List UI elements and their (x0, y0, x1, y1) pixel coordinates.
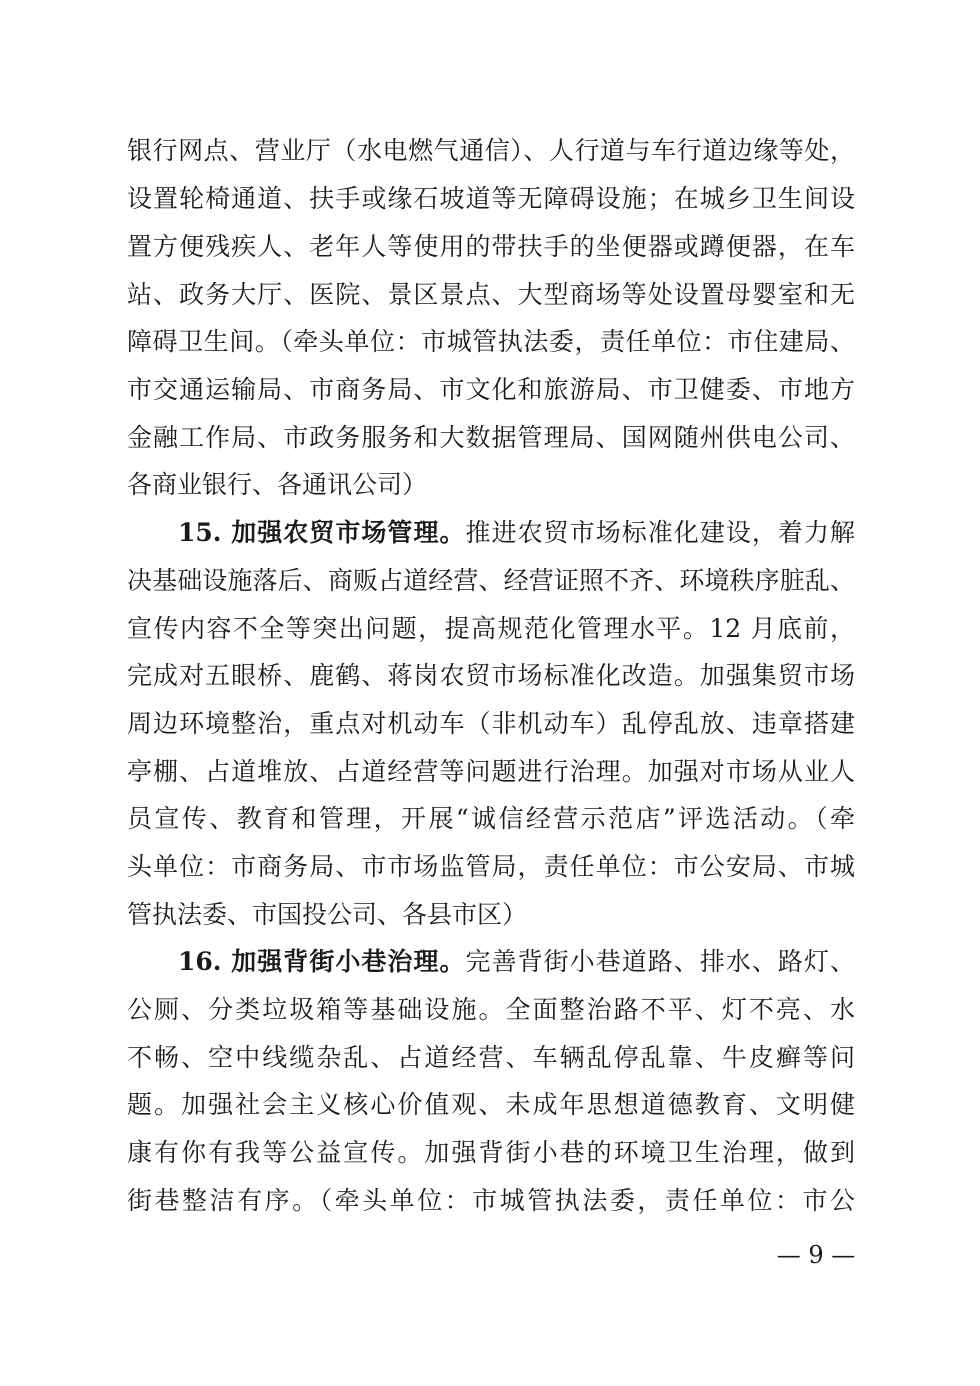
item-15-first-line-text: 推进农贸市场标准化建设，着力解 (465, 518, 855, 547)
item-15-line: 完成对五眼桥、鹿鹤、蒋岗农贸市场标准化改造。加强集贸市场 (127, 661, 855, 690)
item-15-line: 亭棚、占道堆放、占道经营等问题进行治理。加强对市场从业人 (127, 757, 855, 786)
item-15-first-line (178, 513, 855, 553)
item-15-line: 周边环境整治，重点对机动车（非机动车）乱停乱放、违章搭建 (127, 709, 855, 738)
item-16-heading: 16. 加强背街小巷治理。 (178, 947, 466, 976)
paragraph-line: 各商业银行、各通讯公司） (127, 470, 428, 499)
item-15-line: 管执法委、市国投公司、各县市区） (127, 900, 528, 929)
item-16-first-line (178, 942, 855, 982)
item-15-line: 头单位：市商务局、市市场监管局，责任单位：市公安局、市城 (127, 852, 855, 881)
item-15-line: 宣传内容不全等突出问题，提高规范化管理水平。12 月底前， (127, 614, 855, 643)
item-16-line: 不畅、空中线缆杂乱、占道经营、车辆乱停乱靠、牛皮癣等问 (127, 1043, 855, 1072)
item-15-line: 决基础设施落后、商贩占道经营、经营证照不齐、环境秩序脏乱、 (127, 566, 855, 595)
item-16-first-line-text: 完善背街小巷道路、排水、路灯、 (465, 947, 855, 976)
paragraph-line: 设置轮椅通道、扶手或缘石坡道等无障碍设施；在城乡卫生间设 (127, 184, 855, 213)
item-15-heading: 15. 加强农贸市场管理。 (178, 518, 466, 547)
item-16-line: 题。加强社会主义核心价值观、未成年思想道德教育、文明健 (127, 1090, 855, 1119)
paragraph-line: 置方便残疾人、老年人等使用的带扶手的坐便器或蹲便器，在车 (127, 232, 855, 261)
item-16-line: 街巷整洁有序。（牵头单位：市城管执法委，责任单位：市公 (127, 1186, 855, 1215)
item-15-line: 员宣传、教育和管理，开展“诚信经营示范店”评选活动。（牵 (127, 804, 855, 833)
page-number: — 9 — (776, 1241, 856, 1269)
item-16-line: 公厕、分类垃圾箱等基础设施。全面整治路不平、灯不亮、水 (127, 995, 855, 1024)
paragraph-line: 障碍卫生间。（牵头单位：市城管执法委，责任单位：市住建局、 (127, 327, 855, 356)
item-16-line: 康有你有我等公益宣传。加强背街小巷的环境卫生治理，做到 (127, 1138, 855, 1167)
paragraph-line: 金融工作局、市政务服务和大数据管理局、国网随州供电公司、 (127, 423, 855, 452)
paragraph-line: 银行网点、营业厅（水电燃气通信）、人行道与车行道边缘等处， (127, 136, 855, 165)
paragraph-line: 站、政务大厅、医院、景区景点、大型商场等处设置母婴室和无 (127, 280, 855, 309)
paragraph-line: 市交通运输局、市商务局、市文化和旅游局、市卫健委、市地方 (127, 375, 855, 404)
